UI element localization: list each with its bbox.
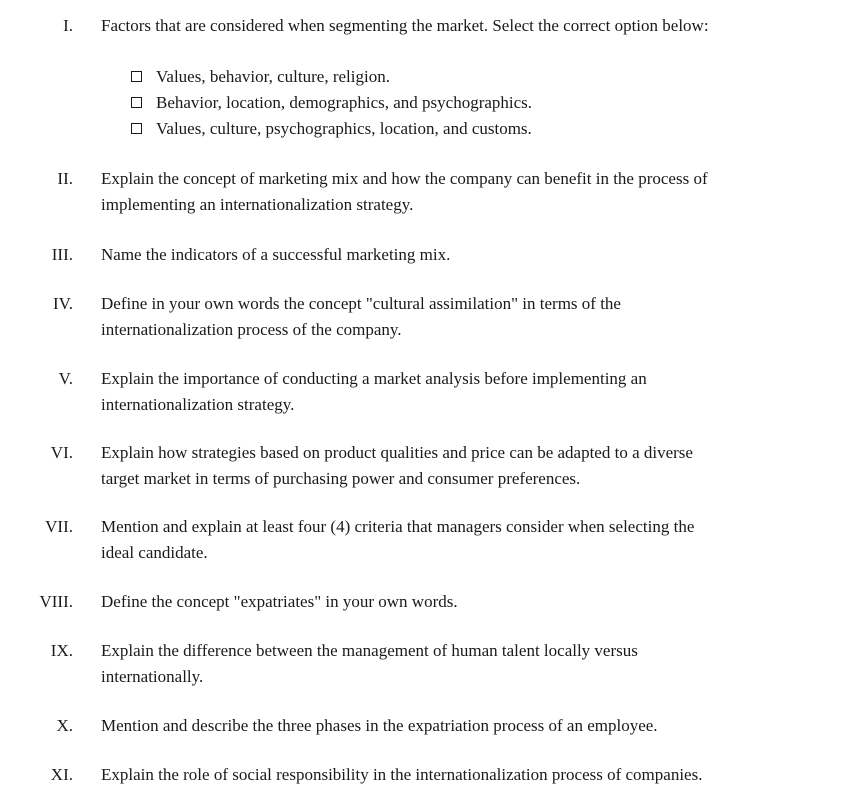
question-text: Factors that are considered when segmenting the market. Select the correct option below: [101,16,709,35]
question-numeral: VII. [45,517,73,536]
question-numeral: I. [63,16,73,35]
question-numeral: X. [56,716,73,735]
question-numeral: III. [51,245,73,264]
answer-option[interactable] [131,90,532,116]
question-text-line: internationally. [101,667,204,686]
question-text: Define the concept "expatriates" in your own words. [101,592,458,611]
question-text: Explain the role of social responsibility in the internationalization process of companies. [101,765,703,784]
question-text-line: Explain the importance of conducting a market analysis before implementing an [101,369,647,388]
question-text [101,440,801,492]
question-text: Name the indicators of a successful marketing mix. [101,245,451,264]
question-numeral: VI. [50,443,73,462]
question-numeral: XI. [50,765,73,784]
answer-option-label: Values, culture, psychographics, location, and customs. [156,119,532,138]
question-text-line: Define in your own words the concept "cultural assimilation" in terms of the [101,294,621,313]
question-text [101,166,801,218]
question-text [101,291,801,343]
question-text-line: internationalization process of the company. [101,320,402,339]
checkbox-icon[interactable] [131,123,142,134]
question-text: Mention and describe the three phases in the expatriation process of an employee. [101,716,658,735]
question-numeral: VIII. [39,592,73,611]
question-text-line: ideal candidate. [101,543,208,562]
question-numeral: IX. [50,641,73,660]
answer-option[interactable] [131,64,532,90]
question-text-line: Explain the concept of marketing mix and how the company can benefit in the process of [101,169,708,188]
question-text [101,514,801,566]
question-text-line: implementing an internationalization strategy. [101,195,414,214]
question-numeral: II. [57,169,73,188]
question-text [101,366,801,418]
question-text-line: Explain the difference between the management of human talent locally versus [101,641,638,660]
answer-option[interactable] [131,116,532,142]
question-numeral: IV. [53,294,73,313]
question-text-line: Mention and explain at least four (4) criteria that managers consider when selecting the [101,517,695,536]
question-text-line: Explain how strategies based on product qualities and price can be adapted to a diverse [101,443,693,462]
answer-option-label: Behavior, location, demographics, and psychographics. [156,93,533,112]
question-numeral: V. [58,369,73,388]
checkbox-icon[interactable] [131,71,142,82]
question-text-line: internationalization strategy. [101,395,295,414]
answer-option-label: Values, behavior, culture, religion. [156,67,390,86]
answer-options [131,64,532,142]
checkbox-icon[interactable] [131,97,142,108]
question-text-line: target market in terms of purchasing power and consumer preferences. [101,469,581,488]
question-text [101,638,801,690]
